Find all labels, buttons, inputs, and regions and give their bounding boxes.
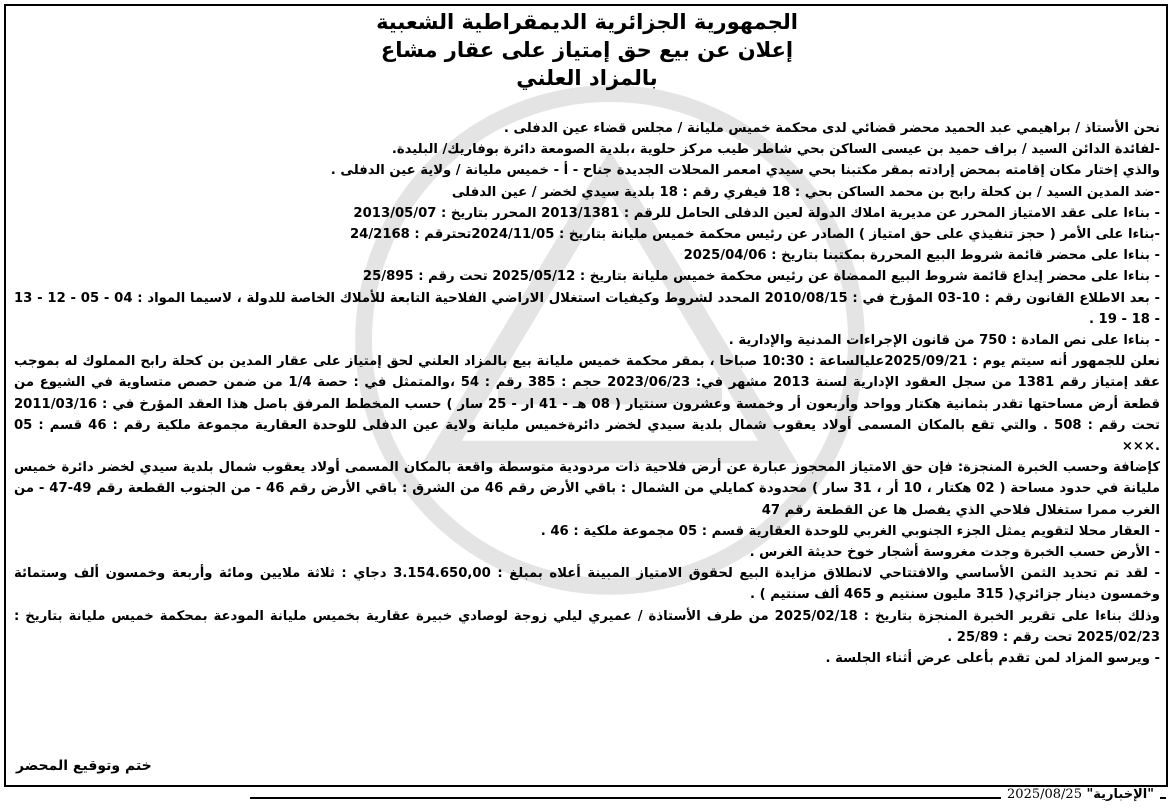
publication-date: 2025/08/25 [1007,787,1082,802]
republic-title: الجمهورية الجزائرية الديمقراطية الشعبية [376,10,798,34]
paragraph: - الأرض حسب الخبرة وجدت مغروسة أشجار خوخ حديثة الغرس . [749,545,1160,561]
announcement-subtitle: بالمزاد العلني [516,66,658,90]
paragraph: - بناءا على نص المادة : 750 من قانون الإجراءات المدنية والإدارية . [728,333,1160,349]
paragraph: - ويرسو المزاد لمن تقدم بأعلى عرض أثناء الجلسة . [825,651,1160,667]
paragraph: -لفائدة الدائن السيد / براف حميد بن عيسى الساكن بحي شاطر طيب مركز حلوية ،بلدية الصومعة دائرة بوفاريك/ البليدة. [391,142,1160,158]
paragraph: والذي إختار مكان إقامته بمحض إرادته بمقر مكتبنا بحي سيدي امعمر المحلات الجديدة جناح - أ - خميس مليانة / ولاية عين الدفلى . [330,163,1160,179]
footer-label [1001,787,1160,802]
paragraph: وذلك بناءا على تقرير الخبرة المنجزة بتاريخ : 2025/02/18 من طرف الأستاذة / عميري ليلي زوجة لوصادي خبيرة عقارية بخميس مليانة المودعة بمحكمة خميس مليانة بتاريخ : 2025/02/23 تحت رقم : 25/89 . [14,608,1160,645]
paragraph: نعلن للجمهور أنه سيتم يوم : 2025/09/21عليالساعة : 10:30 صباحا ، بمقر محكمة خميس مليانة بيع بالمزاد العلني لحق إمتياز على عقار المدين بن كحلة رابح المملوك له بموجب عقد إمتياز رقم 1381 من سجل العقود الإدارية لسنة 2013 مشهر في: 2023/06/23 حجم : 385 رقم : 54 ،والمتمثل في : حصة 1/4 من ضمن حصص متساوية في الشيوع من قطعة أرض مساحتها تقدر بثمانية هكتار وواحد وأربعون أر وخمسة وعشرون سنتيار ( 08 هـ - 41 ار - 25 سار ) حسب المخطط المرفق باصل هذا العقد المؤرخ في : 2011/03/16 تحت رقم : 508 . والتي تقع بالمكان المسمى أولاد يعقوب شمال بلدية سيدي لخضر دائرةخميس مليانة ولاية عين الدفلى للوحدة العقارية مجموعة ملكية رقم : 46 قسم : 05 .××× [14,354,1161,455]
paragraph: - لقد تم تحديد الثمن الأساسي والافتتاحي لانطلاق مزايدة البيع لحقوق الامتياز المبينة أعلاه بمبلغ : 3.154.650,00 دجاي : ثلاثة ملايين ومائة وأربعة وخمسون ألف وستمائة وخمسون دينار جزائري( 315 مليون سنتيم و 465 ألف سنتيم ) . [14,566,1160,603]
paragraph: كإضافة وحسب الخبرة المنجزة: فإن حق الامتياز المحجوز عبارة عن أرض فلاحية ذات مردودية متوسطة واقعة بالمكان المسمى أولاد يعقوب شمال بلدية سيدي لخضر دائرة خميس مليانة في حدود مساحة ( 02 هكتار ، 10 أر ، 31 سار ) محدودة كمايلي من الشمال : باقي الأرض رقم 46 من الشرق : باقي الأرض رقم 46 - من الجنوب القطعة رقم 49-47 - من الغرب ممرا ستغلال فلاحي الذي يفصل ها عن القطعة رقم 47 [14,460,1160,518]
paragraph: - العقار محلا لتقويم يمثل الجزء الجنوبي الغربي للوحدة العقارية قسم : 05 مجموعة ملكية : 46 . [540,523,1160,539]
paragraph: نحن الأستاذ / براهيمي عبد الحميد محضر قضائي لدى محكمة خميس مليانة / مجلس قضاء عين الدفلى . [503,121,1160,136]
announcement-header [0,8,1174,92]
paragraph: -بناءا على الأمر ( حجز تنفيذي على حق امتياز ) الصادر عن رئيس محكمة خميس مليانة بتاريخ : 2024/11/05تحترقم : 24/2168 [349,227,1160,243]
publication-name: "الإخبارية" [1086,787,1154,802]
paragraph: - بناءا على عقد الامتياز المحرر عن مديرية املاك الدولة لعين الدفلى الحامل للرقم : 2013/1381 المحرر بتاريخ : 2013/05/07 [353,205,1160,221]
announcement-title: إعلان عن بيع حق إمتياز على عقار مشاع [380,38,794,62]
paragraph: -ضد المدين السيد / بن كحلة رابح بن محمد الساكن بحي : 18 فيفري رقم : 18 بلدية سيدي لخضر / عين الدفلى [451,184,1160,200]
announcement-body [14,118,1160,669]
signature-label: ختم وتوقيع المحضر [16,758,152,774]
paragraph: - بناءا على محضر قائمة شروط البيع المحررة بمكتبنا بتاريخ : 2025/04/06 [683,248,1160,264]
paragraph: - بناءا على محضر إيداع قائمة شروط البيع الممضاة عن رئيس محكمة خميس مليانة بتاريخ : 2025/05/12 تحت رقم : 25/895 [362,269,1160,285]
paragraph: - بعد الاطلاع القانون رقم : 10-03 المؤرخ في : 2010/08/15 المحدد لشروط وكيفيات استغلال الاراضي الفلاحية التابعة للأملاك الخاصة للدولة ، لاسيما المواد : 04 - 05 - 12 - 13 - 18 - 19 . [14,290,1161,327]
